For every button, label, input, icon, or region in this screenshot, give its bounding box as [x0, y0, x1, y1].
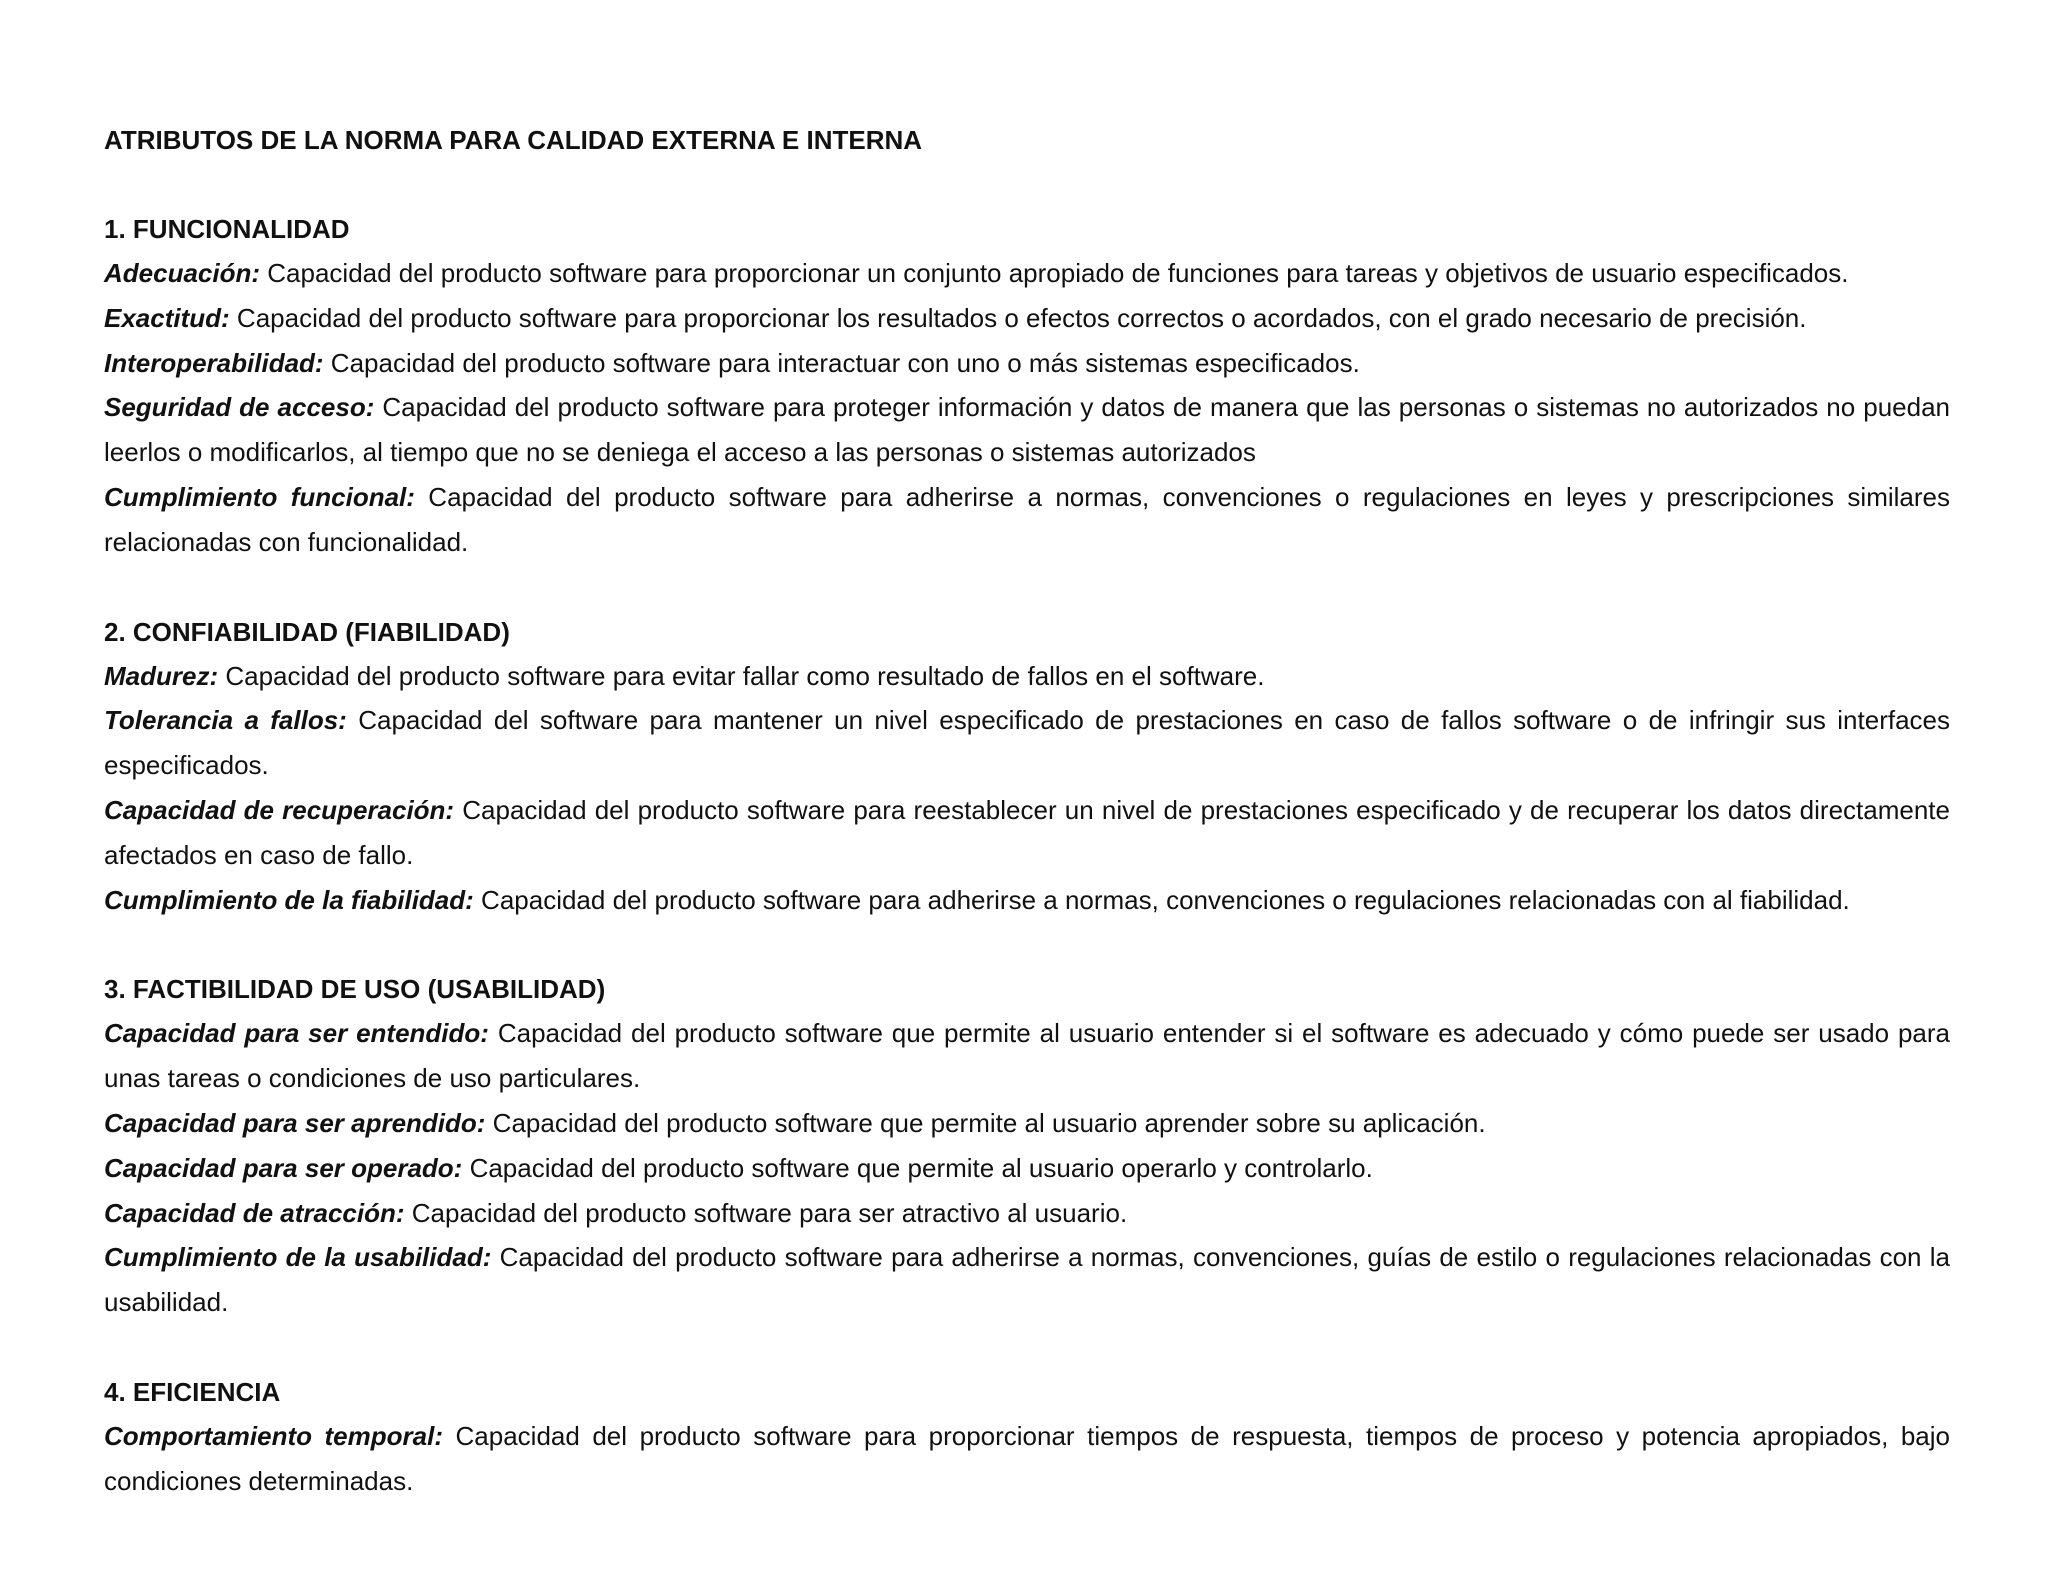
attribute-item: [104, 385, 1950, 475]
section-usabilidad: [104, 967, 1950, 1325]
attribute-term: Capacidad para ser aprendido:: [104, 1107, 486, 1138]
attribute-description: Capacidad del producto software para proteger información y datos de manera que las personas o sistemas no autorizados no puedan leerlos o modificarlos, al tiempo que no se deniega el acceso a las personas o sistemas autorizados: [104, 392, 1950, 468]
section-heading: 2. CONFIABILIDAD (FIABILIDAD): [104, 616, 510, 647]
attribute-description: Capacidad del producto software para reestablecer un nivel de prestaciones especificado y de recuperar los datos directamente afectados en caso de fallo.: [104, 794, 1950, 870]
attribute-description: Capacidad del producto software para adherirse a normas, convenciones o regulaciones relacionadas con al fiabilidad.: [473, 884, 1850, 915]
attribute-item: [104, 1101, 1950, 1146]
attribute-item: [104, 1146, 1950, 1191]
attribute-item: [104, 341, 1950, 386]
attribute-term: Tolerancia a fallos:: [104, 705, 347, 736]
section-eficiencia: [104, 1370, 1950, 1504]
attribute-term: Cumplimiento funcional:: [104, 481, 415, 512]
attribute-term: Madurez:: [104, 660, 219, 691]
attribute-description: Capacidad del producto software para adherirse a normas, convenciones o regulaciones en leyes y prescripciones similares relacionadas con funcionalidad.: [104, 481, 1950, 557]
attribute-item: [104, 788, 1950, 878]
attribute-description: Capacidad del producto software para evitar fallar como resultado de fallos en el software.: [218, 660, 1265, 691]
attribute-item: [104, 296, 1950, 341]
attribute-description: Capacidad del producto software que permite al usuario aprender sobre su aplicación.: [485, 1107, 1486, 1138]
attribute-term: Capacidad para ser operado:: [104, 1152, 463, 1183]
attribute-item: [104, 1414, 1950, 1504]
attribute-term: Cumplimiento de la usabilidad:: [104, 1242, 492, 1273]
attribute-description: Capacidad del producto software para proporcionar tiempos de respuesta, tiempos de proceso y potencia apropiados, bajo condiciones determinadas.: [104, 1420, 1950, 1496]
attribute-description: Capacidad del producto software para adherirse a normas, convenciones, guías de estilo o regulaciones relacionadas con la usabilidad.: [104, 1242, 1950, 1318]
attribute-term: Seguridad de acceso:: [104, 392, 375, 423]
attribute-term: Adecuación:: [104, 258, 261, 288]
attribute-item: [104, 1011, 1950, 1101]
attribute-term: Comportamiento temporal:: [104, 1420, 443, 1451]
attribute-item: [104, 698, 1950, 788]
attribute-term: Cumplimiento de la fiabilidad:: [104, 884, 474, 915]
attribute-term: Capacidad de recuperación:: [104, 794, 455, 825]
section-heading: 1. FUNCIONALIDAD: [104, 214, 350, 244]
attribute-description: Capacidad del producto software para proporcionar un conjunto apropiado de funciones para tareas y objetivos de usuario especificados.: [260, 258, 1849, 288]
attribute-term: Interoperabilidad:: [104, 347, 324, 378]
attribute-item: [104, 475, 1950, 565]
section-funcionalidad: [104, 207, 1950, 565]
attribute-description: Capacidad del producto software para proporcionar los resultados o efectos correctos o acordados, con el grado necesario de precisión.: [229, 302, 1807, 333]
attribute-description: Capacidad del producto software que permite al usuario operarlo y controlarlo.: [462, 1152, 1373, 1183]
attribute-item: [104, 878, 1950, 923]
attribute-term: Capacidad para ser entendido:: [104, 1018, 489, 1049]
attribute-description: Capacidad del software para mantener un nivel especificado de prestaciones en caso de fallos software o de infringir sus interfaces especificados.: [104, 705, 1951, 781]
attribute-term: Exactitud:: [104, 302, 230, 333]
attribute-item: [104, 1191, 1950, 1236]
document-page: [104, 118, 1950, 1504]
section-heading: 4. EFICIENCIA: [104, 1376, 281, 1407]
attribute-description: Capacidad del producto software para interactuar con uno o más sistemas especificados.: [323, 347, 1360, 378]
attribute-description: Capacidad del producto software que permite al usuario entender si el software es adecuado y cómo puede ser usado para unas tareas o condiciones de uso particulares.: [104, 1018, 1951, 1094]
attribute-item: [104, 654, 1950, 699]
attribute-description: Capacidad del producto software para ser atractivo al usuario.: [404, 1197, 1128, 1228]
attribute-item: [104, 251, 1950, 296]
section-heading: 3. FACTIBILIDAD DE USO (USABILIDAD): [104, 974, 606, 1005]
attribute-term: Capacidad de atracción:: [104, 1197, 405, 1228]
section-confiabilidad: [104, 610, 1950, 923]
document-title: ATRIBUTOS DE LA NORMA PARA CALIDAD EXTERNA E INTERNA: [104, 125, 923, 155]
attribute-item: [104, 1235, 1950, 1325]
